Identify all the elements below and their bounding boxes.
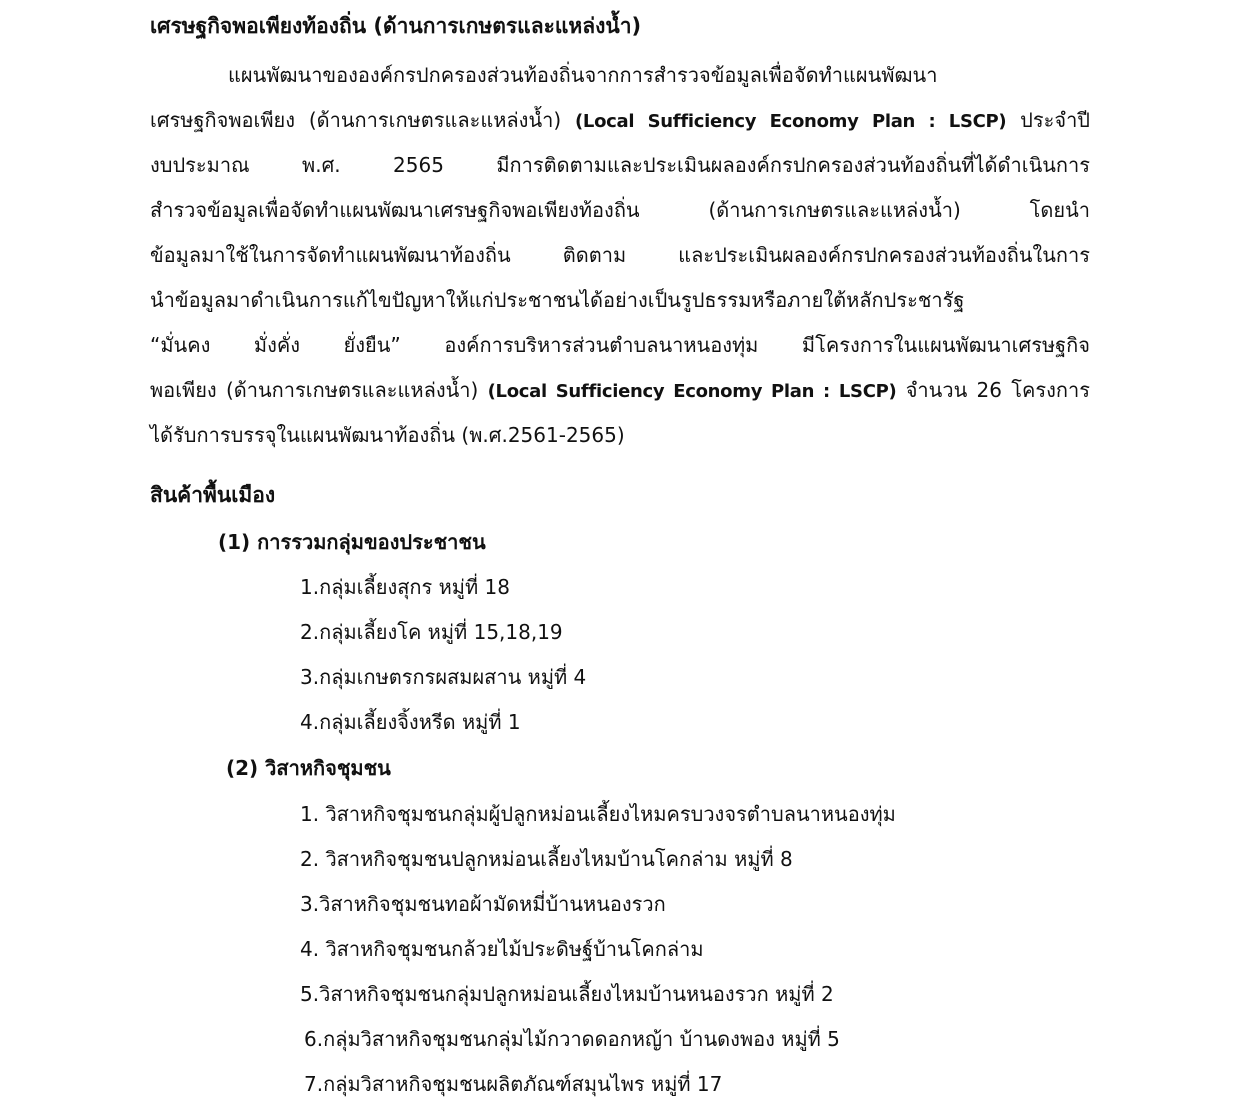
paragraph-text: พอเพียง (ด้านการเกษตรและแหล่งน้ำ) xyxy=(150,378,488,402)
paragraph-line: “มั่นคง มั่งคั่ง ยั่งยืน” องค์การบริหารส่วนตำบลนาหนองทุ่ม มีโครงการในแผนพัฒนาเศรษฐกิจ xyxy=(150,333,1090,357)
paragraph-line: สำรวจข้อมูลเพื่อจัดทำแผนพัฒนาเศรษฐกิจพอเพียงท้องถิ่น (ด้านการเกษตรและแหล่งน้ำ) โดยนำ xyxy=(150,198,1090,222)
list-item: 1. วิสาหกิจชุมชนกลุ่มผู้ปลูกหม่อนเลี้ยงไหมครบวงจรตำบลนาหนองทุ่ม xyxy=(300,802,896,826)
list-item: 3.กลุ่มเกษตรกรผสมผสาน หมู่ที่ 4 xyxy=(300,665,587,689)
enterprises-list xyxy=(300,799,896,1114)
list-item: 2.กลุ่มเลี้ยงโค หมู่ที่ 15,18,19 xyxy=(300,620,563,644)
groups-list xyxy=(300,572,586,752)
plan-name-en: (Local Sufficiency Economy Plan : LSCP) xyxy=(487,381,897,402)
list-item: 1.กลุ่มเลี้ยงสุกร หมู่ที่ 18 xyxy=(300,575,510,599)
paragraph-text: จำนวน 26 โครงการ xyxy=(896,378,1090,402)
list-item: 4.กลุ่มเลี้ยงจิ้งหรีด หมู่ที่ 1 xyxy=(300,710,521,734)
section-title-local-economy: เศรษฐกิจพอเพียงท้องถิ่น (ด้านการเกษตรและแหล่งน้ำ) xyxy=(150,14,642,38)
list-item: 6.กลุ่มวิสาหกิจชุมชนกลุ่มไม้กวาดดอกหญ้า บ้านดงพอง หมู่ที่ 5 xyxy=(304,1027,840,1051)
list-item: 4. วิสาหกิจชุมชนกล้วยไม้ประดิษฐ์บ้านโคกล่าม xyxy=(300,937,704,961)
paragraph-line xyxy=(150,98,1090,143)
section-title-local-products: สินค้าพื้นเมือง xyxy=(150,483,276,507)
subsection-title-enterprises: (2) วิสาหกิจชุมชน xyxy=(226,756,391,780)
list-item: 2. วิสาหกิจชุมชนปลูกหม่อนเลี้ยงไหมบ้านโคกล่าม หมู่ที่ 8 xyxy=(300,847,793,871)
paragraph-line: ข้อมูลมาใช้ในการจัดทำแผนพัฒนาท้องถิ่น ติดตาม และประเมินผลองค์กรปกครองส่วนท้องถิ่นในการ xyxy=(150,243,1090,267)
paragraph-line xyxy=(150,368,1090,413)
list-item: 3.วิสาหกิจชุมชนทอผ้ามัดหมี่บ้านหนองรวก xyxy=(300,892,666,916)
paragraph-text: ประจำปี xyxy=(1006,108,1090,132)
subsection-title-groups: (1) การรวมกลุ่มของประชาชน xyxy=(218,530,486,554)
list-item: 7.กลุ่มวิสาหกิจชุมชนผลิตภัณฑ์สมุนไพร หมู่ที่ 17 xyxy=(304,1072,723,1096)
list-item: 5.วิสาหกิจชุมชนกลุ่มปลูกหม่อนเลี้ยงไหมบ้านหนองรวก หมู่ที่ 2 xyxy=(300,982,834,1006)
paragraph-line: แผนพัฒนาขององค์กรปกครองส่วนท้องถิ่นจากการสำรวจข้อมูลเพื่อจัดทำแผนพัฒนา xyxy=(228,63,938,87)
plan-paragraph xyxy=(150,53,1090,458)
paragraph-text: เศรษฐกิจพอเพียง (ด้านการเกษตรและแหล่งน้ำ) xyxy=(150,108,575,132)
paragraph-line: ได้รับการบรรจุในแผนพัฒนาท้องถิ่น (พ.ศ.2561-2565) xyxy=(150,423,625,447)
paragraph-line: งบประมาณ พ.ศ. 2565 มีการติดตามและประเมินผลองค์กรปกครองส่วนท้องถิ่นที่ได้ดำเนินการ xyxy=(150,153,1090,177)
plan-name-en: (Local Sufficiency Economy Plan : LSCP) xyxy=(574,111,1007,132)
paragraph-line: นำข้อมูลมาดำเนินการแก้ไขปัญหาให้แก่ประชาชนได้อย่างเป็นรูปธรรมหรือภายใต้หลักประชารัฐ xyxy=(150,288,965,312)
